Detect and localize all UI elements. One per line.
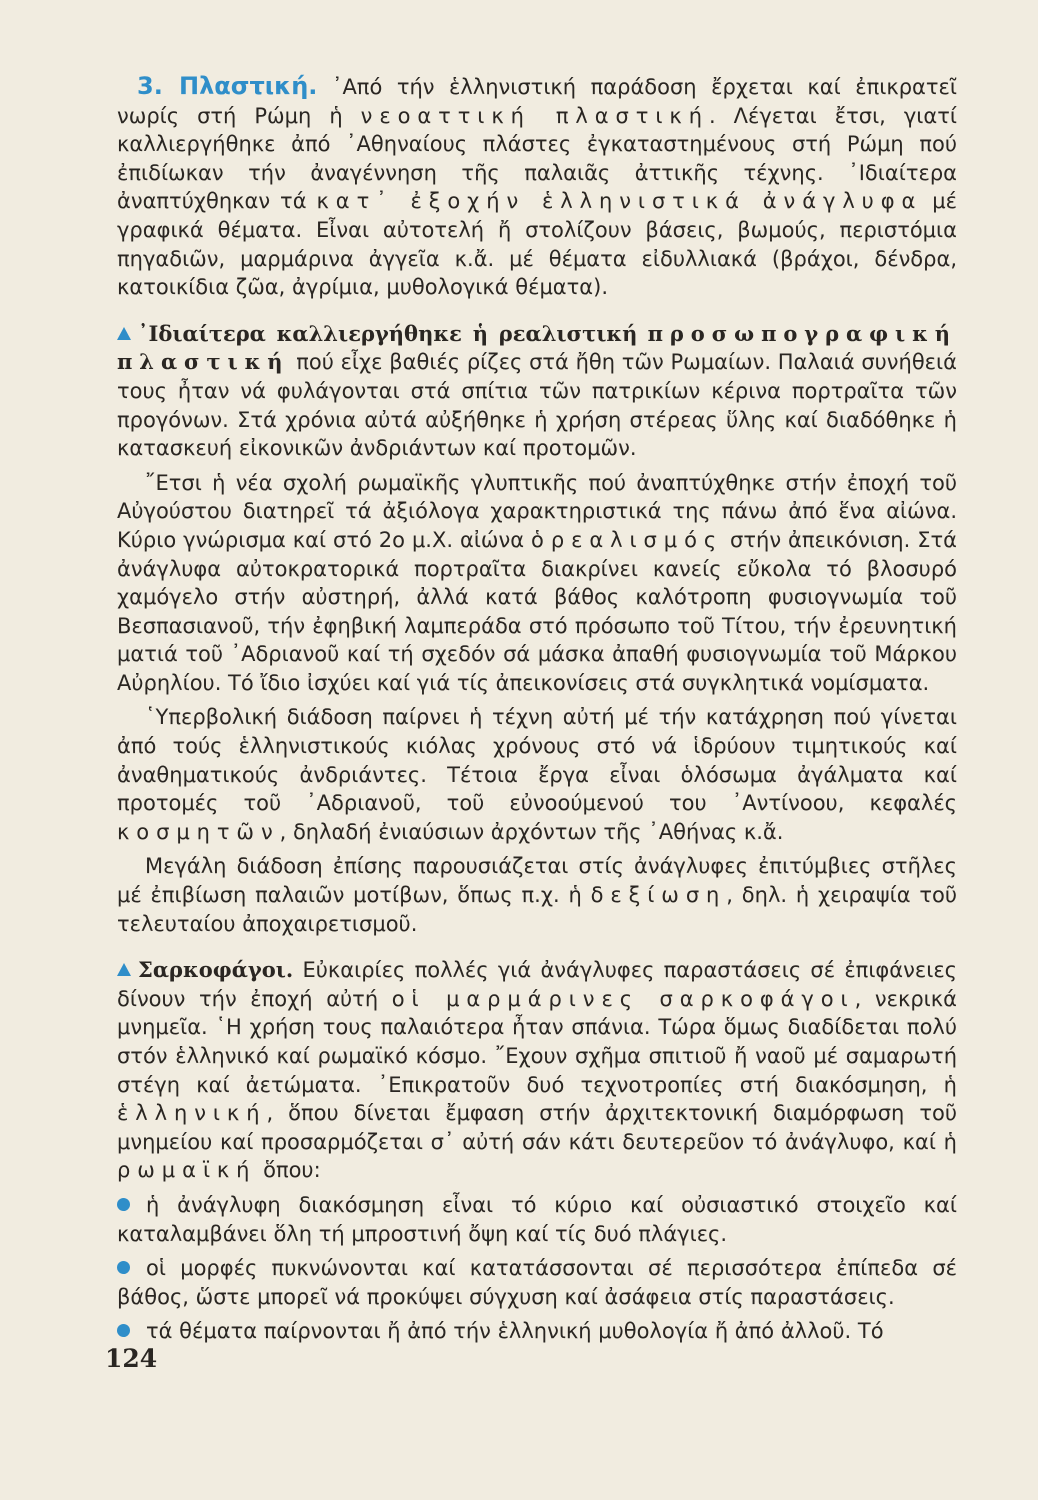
paragraph-augustan-school: ῎Ετσι ἡ νέα σχολή ρωμαϊκῆς γλυπτικῆς πού ἀναπτύχθηκε στήν ἐποχή τοῦ Αὐγούστου διατηρεῖ τά ἀξιόλογα χαρακτηριστικά της πάνω ἀπό ἕνα αἰώνα. Κύριο γνώρισμα καί στό 2ο μ.Χ. αἰώνα ὁ ρεαλισμός στήν ἀπεικόνιση. Στά ἀνάγλυφα αὐτοκρατορικά πορτραῖτα διακρίνει κανείς εὔκολα τό βλοσυρό χαμόγελο στήν αὐστηρή, ἀλλά κατά βάθος καλότροπη φυσιογνωμία τοῦ Βεσπασιανοῦ, τήν ἐφηβική λαμπεράδα στό πρόσωπο τοῦ Τίτου, τήν ἐρευνητική ματιά τοῦ ᾿Αδριανοῦ καί τή σχεδόν σά μάσκα ἀπαθή φυσιογνωμία τοῦ Μάρκου Αὐρηλίου. Τό ἴδιο ἰσχύει καί γιά τίς ἀπεικονίσεις στά συγκλητικά νομίσματα. xyxy=(117,470,957,695)
paragraph-honorary-statues: ῾Υπερβολική διάδοση παίρνει ἡ τέχνη αὐτή μέ τήν κατάχρηση πού γίνεται ἀπό τούς ἑλληνιστικούς κιόλας χρόνους στό νά ἱδρύουν τιμητικούς καί ἀναθηματικούς ἀνδριάντες. Τέτοια ἔργα εἶναι ὁλόσωμα ἀγάλματα καί προτομές τοῦ ᾿Αδριανοῦ, τοῦ εὐνοούμενού του ᾿Αντίνοου, κεφαλές κοσμητῶν, δηλαδή ἐνιαύσιων ἀρχόντων τῆς ᾿Αθήνας κ.ἄ. xyxy=(117,705,957,844)
paragraph-sarcophagi: Σαρκοφάγοι. Εὐκαιρίες πολλές γιά ἀνάγλυφες παραστάσεις σέ ἐπιφάνειες δίνουν τήν ἐποχή αὐτή οἱ μαρμάρινες σαρκοφάγοι, νεκρικά μνημεῖα. ῾Η χρήση τους παλαιότερα ἦταν σπάνια. Τώρα ὅμως διαδίδεται πολύ στόν ἑλληνικό καί ρωμαϊκό κόσμο. ῎Εχουν σχῆμα σπιτιοῦ ἤ ναοῦ μέ σαμαρωτή στέγη καί ἀετώματα. ᾿Επικρατοῦν δυό τεχνοτροπίες στή διακόσμηση, ἡ ἑλληνική, ὅπου δίνεται ἔμφαση στήν ἀρχιτεκτονική διαμόρφωση τοῦ μνημείου καί προσαρμόζεται σ᾿ αὐτή σάν κάτι δευτερεῦον τό ἀνάγλυφο, καί ἡ ρωμαϊκή ὅπου: xyxy=(117,957,958,1183)
paragraph-plastic-intro: 3. Πλαστική. ᾿Από τήν ἑλληνιστική παράδοση ἔρχεται καί ἐπικρατεῖ νωρίς στή Ρώμη ἡ νεοαττική πλαστική. Λέγεται ἔτσι, γιατί καλλιεργήθηκε ἀπό ᾿Αθηναίους πλάστες ἐγκαταστημένους στή Ρώμη πού ἐπιδίωκαν τήν ἀναγέννηση τῆς παλαιᾶς ἀττικῆς τέχνης. ᾿Ιδιαίτερα ἀναπτύχθηκαν τά κατ᾿ ἐξοχήν ἑλληνιστικά ἀνάγλυφα μέ γραφικά θέματα. Εἶναι αὐτοτελή ἤ στολίζουν βάσεις, βωμούς, περιστόμια πηγαδιῶν, μαρμάρινα ἀγγεῖα κ.ἄ. μέ θέματα εἰδυλλιακά (βράχοι, δένδρα, κατοικίδια ζῶα, ἀγρίμια, μυθολογικά θέματα). xyxy=(117,72,958,300)
page-number: 124 xyxy=(105,1344,158,1373)
subheading-realistic: ᾿Ιδιαίτερα καλλιεργήθηκε ἡ ρεαλιστική xyxy=(138,320,638,346)
subheading-sarcophagi: Σαρκοφάγοι. xyxy=(138,957,294,983)
bullet-item: τά θέματα παίρνονται ἤ ἀπό τήν ἑλληνική μυθολογία ἤ ἀπό ἀλλοῦ. Τό xyxy=(117,1317,957,1346)
bullet-item: ἡ ἀνάγλυφη διακόσμηση εἶναι τό κύριο καί οὐσιαστικό στοιχεῖο καί καταλαμβάνει ὅλη τή μπροστινή ὄψη καί τίς δυό πλάγιες. xyxy=(117,1192,957,1246)
section-heading: 3. Πλαστική. xyxy=(137,72,318,100)
page-content xyxy=(117,72,957,1346)
paragraph-grave-stelae: Μεγάλη διάδοση ἐπίσης παρουσιάζεται στίς ἀνάγλυφες ἐπιτύμβιες στῆλες μέ ἐπιβίωση παλαιῶν μοτίβων, ὅπως π.χ. ἡ δεξίωση, δηλ. ἡ χειραψία τοῦ τελευταίου ἀποχαιρετισμοῦ. xyxy=(117,854,957,936)
triangle-marker-icon xyxy=(117,327,131,340)
bullet-item: οἱ μορφές πυκνώνονται καί κατατάσσονται σέ περισσότερα ἐπίπεδα σέ βάθος, ὥστε μπορεῖ νά προκύψει σύγχυση καί ἀσάφεια στίς παραστάσεις. xyxy=(117,1256,957,1309)
triangle-marker-icon xyxy=(117,963,131,976)
paragraph-portrait: ᾿Ιδιαίτερα καλλιεργήθηκε ἡ ρεαλιστική προσωπογραφική πλαστική πού εἶχε βαθιές ρίζες στά ἤθη τῶν Ρωμαίων. Παλαιά συνήθειά τους ἦταν νά φυλάγονται στά σπίτια τῶν πατρικίων κέρινα πορτραῖτα τῶν προγόνων. Στά χρόνια αὐτά αὐξήθηκε ἡ χρήση στέρεας ὕλης καί διαδόθηκε ἡ κατασκευή εἰκονικῶν ἀνδριάντων καί προτομῶν. xyxy=(117,320,957,461)
bullet-dot-icon xyxy=(117,1261,130,1274)
bullet-dot-icon xyxy=(117,1198,130,1211)
bullet-dot-icon xyxy=(117,1324,130,1337)
